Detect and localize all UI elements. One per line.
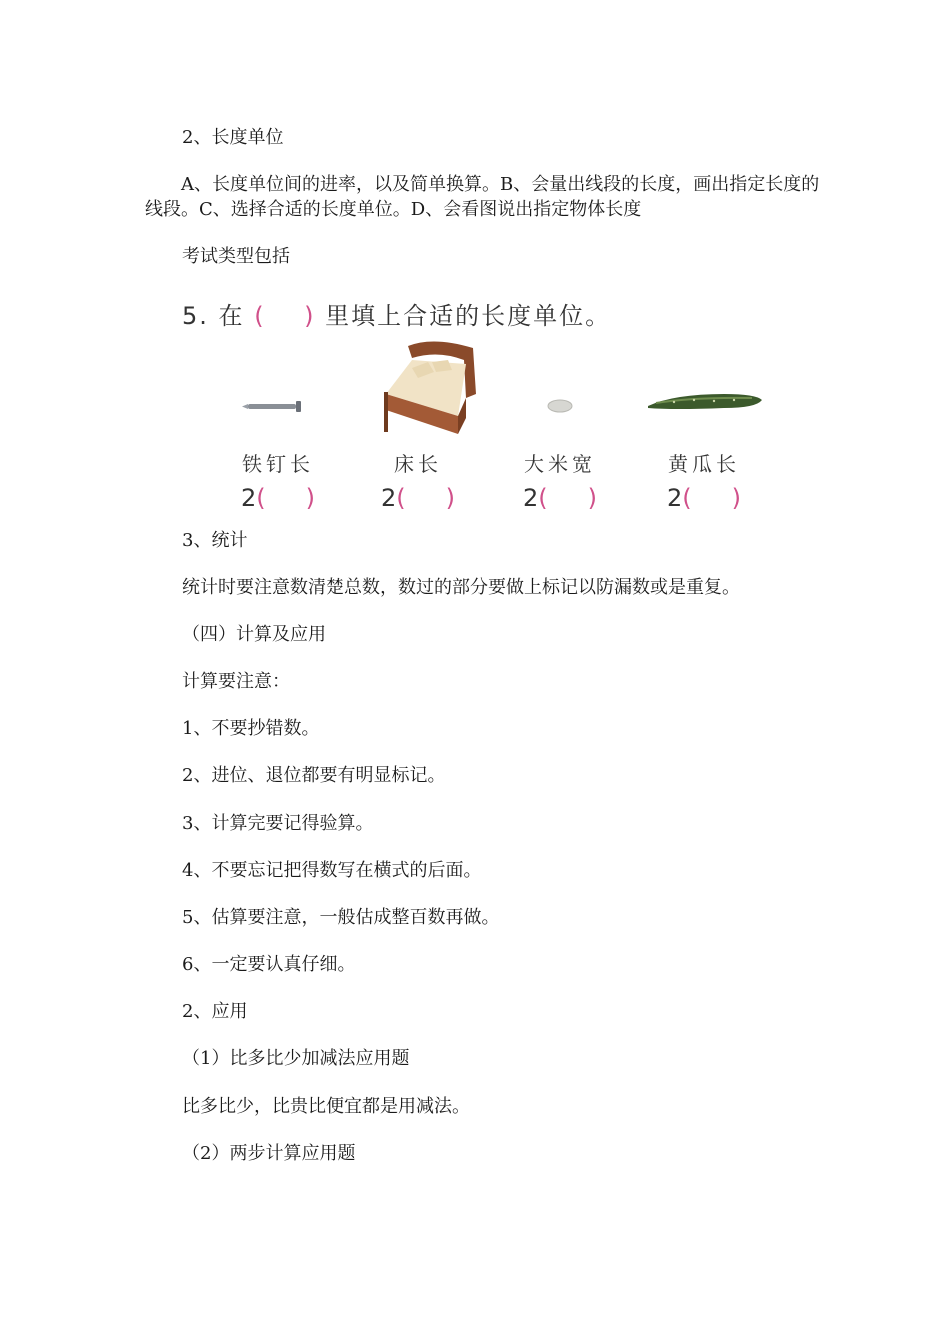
- application-description-1: 比多比少，比贵比便宜都是用减法。: [182, 1096, 470, 1117]
- answer-prefix: 2: [240, 484, 257, 512]
- exercise-item-cucumber: [634, 336, 774, 526]
- exercise-item-bed: [348, 336, 488, 526]
- calc-item: 1、不要抄错数。: [182, 718, 320, 739]
- section-heading-application: 2、应用: [182, 1001, 248, 1022]
- bed-icon: [348, 336, 488, 446]
- item-label: 大米宽: [524, 452, 596, 476]
- paren-open: (: [682, 484, 692, 512]
- paren-open: (: [396, 484, 406, 512]
- calc-item: 3、计算完要记得验算。: [182, 813, 374, 834]
- length-units-description: [145, 172, 825, 222]
- exercise-paren-close: ): [304, 302, 316, 330]
- answer-blank[interactable]: [348, 484, 488, 512]
- item-label: 床长: [394, 452, 442, 476]
- calculation-note: 计算要注意：: [182, 671, 290, 692]
- answer-blank[interactable]: [208, 484, 348, 512]
- paren-close: ): [445, 484, 456, 512]
- answer-blank[interactable]: [490, 484, 630, 512]
- exercise-prompt-before: 在: [218, 302, 245, 330]
- exercise-number: 5.: [182, 302, 209, 330]
- rice-icon: [490, 336, 630, 436]
- item-label: 铁钉长: [242, 452, 314, 476]
- calc-item: 5、估算要注意，一般估成整百数再做。: [182, 907, 500, 928]
- exercise-prompt-after: 里填上合适的长度单位。: [325, 302, 612, 330]
- length-units-description-text: A、长度单位间的进率，以及简单换算。B、会量出线段的长度，画出指定长度的线段。C、选择合适的长度单位。D、会看图说出指定物体长度: [145, 174, 820, 220]
- paren-open: (: [538, 484, 548, 512]
- exercise-paren-open: (: [254, 302, 266, 330]
- application-subheading-1: （1）比多比少加减法应用题: [182, 1048, 410, 1069]
- answer-blank[interactable]: [634, 484, 774, 512]
- cucumber-icon: [634, 336, 774, 436]
- application-subheading-2: （2）两步计算应用题: [182, 1143, 356, 1164]
- answer-prefix: 2: [522, 484, 539, 512]
- nail-icon: [208, 336, 348, 436]
- exercise-item-nail: [208, 336, 348, 526]
- exam-types-label: 考试类型包括: [182, 246, 290, 267]
- section-heading-length-units: 2、长度单位: [182, 127, 284, 148]
- section-heading-calculation: （四）计算及应用: [182, 624, 326, 645]
- exercise-prompt: [182, 296, 611, 331]
- answer-prefix: 2: [666, 484, 683, 512]
- paren-close: ): [587, 484, 598, 512]
- paren-close: ): [305, 484, 316, 512]
- statistics-description: 统计时要注意数清楚总数，数过的部分要做上标记以防漏数或是重复。: [182, 577, 740, 598]
- exercise-item-rice: [490, 336, 630, 526]
- calc-item: 6、一定要认真仔细。: [182, 954, 356, 975]
- paren-open: (: [256, 484, 266, 512]
- calc-item: 2、进位、退位都要有明显标记。: [182, 765, 446, 786]
- answer-prefix: 2: [380, 484, 397, 512]
- item-label: 黄瓜长: [668, 452, 740, 476]
- calc-item: 4、不要忘记把得数写在横式的后面。: [182, 860, 482, 881]
- exercise-figure: [178, 292, 778, 522]
- paren-close: ): [731, 484, 742, 512]
- section-heading-statistics: 3、统计: [182, 530, 248, 551]
